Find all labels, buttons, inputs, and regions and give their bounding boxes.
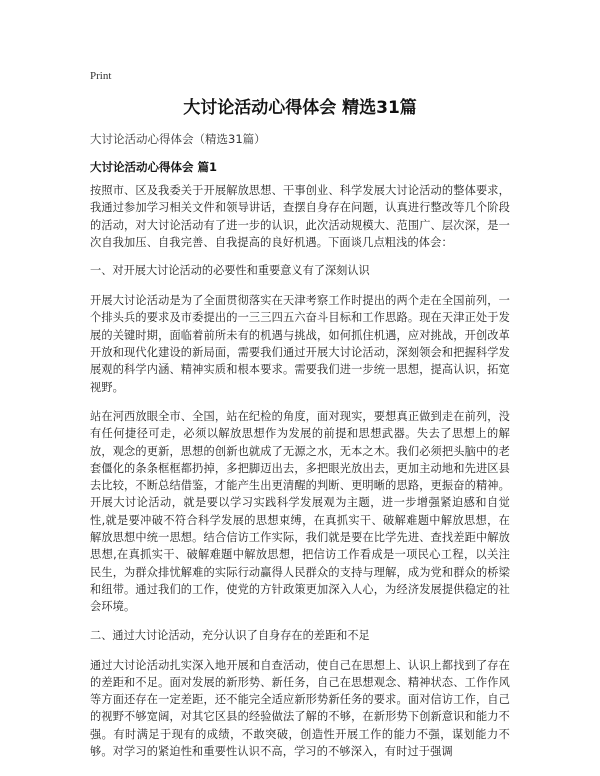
intro-paragraph: 按照市、区及我委关于开展解放思想、干事创业、科学发展大讨论活动的整体要求，我通过参加学习相关文件和领导讲话，查摆自身存在问题，认真进行整改等几个阶段的活动，对大讨论活动有了进一步的认识，此次活动规模大、范围广、层次深，是一次自我加压、自我完善、自我提高的良好机遇。下面谈几点粗浅的体会： bbox=[90, 184, 510, 249]
subheading-2: 二、通过大讨论活动，充分认识了自身存在的差距和不足 bbox=[90, 628, 370, 642]
body-paragraph-1: 开展大讨论活动是为了全面贯彻落实在天津考察工作时提出的两个走在全国前列，一个排头兵的要求及市委提出的一三三四五六奋斗目标和工作思路。现在天津正处于发展的关键时期，面临着前所未有的机遇与挑战，如何抓住机遇，应对挑战，开创改革开放和现代化建设的新局面，需要我们通过开展大讨论活动，深刻领会和把握科学发展观的科学内涵、精神实质和根本要求。需要我们进一步统一思想，提高认识，拓宽视野。 bbox=[90, 294, 510, 394]
body-paragraph-2: 站在河西放眼全市、全国，站在纪检的角度，面对现实，要想真正做到走在前列，没有任何捷径可走，必须以解放思想作为发展的前提和思想武器。失去了思想上的解放，观念的更新，思想的创新也就成了无源之水，无本之木。我们必须把头脑中的老套僵化的条条框框都扔掉，多把脚迈出去，多把眼光放出去，更加主动地和先进区县去比较，不断总结借鉴，才能产生出更清醒的判断、更明晰的思路，更振奋的精神。开展大讨论活动，就是要以学习实践科学发展观为主题，进一步增强紧迫感和自觉性,就是要冲破不符合科学发展的思想束缚，在真抓实干、破解难题中解放思想，在解放思想中统一思想。结合信访工作实际，我们就是要在比学先进、查找差距中解放思想,在真抓实干、破解难题中解放思想，把信访工作看成是一项民心工程，以关注民生，为群众排忧解难的实际行动赢得人民群众的支持与理解，成为党和群众的桥梁和纽带。通过我们的工作，使党的方针政策更加深入人心，为经济发展提供稳定的社会环境。 bbox=[90, 409, 510, 614]
body-paragraph-3: 通过大讨论活动扎实深入地开展和自查活动，使自己在思想上、认识上都找到了存在的差距和不足。面对发展的新形势、新任务，自己在思想观念、精神状态、工作作风等方面还存在一定差距，还不能完全适应新形势新任务的要求。面对信访工作，自己的视野不够宽阔，对其它区县的经验做法了解的不够，在新形势下创新意识和能力不强。有时满足于现有的成绩，不敢突破，创造性开展工作的能力不强，谋划能力不够。对学习的紧迫性和重要性认识不高，学习的不够深入，有时过于强调 bbox=[90, 658, 510, 759]
document-subtitle: 大讨论活动心得体会（精选31篇） bbox=[90, 132, 266, 146]
subheading-1: 一、对开展大讨论活动的必要性和重要意义有了深刻认识 bbox=[90, 264, 370, 278]
page-title: 大讨论活动心得体会 精选31篇 bbox=[183, 98, 417, 118]
print-label: Print bbox=[90, 70, 112, 82]
section-heading: 大讨论活动心得体会 篇1 bbox=[90, 160, 218, 174]
